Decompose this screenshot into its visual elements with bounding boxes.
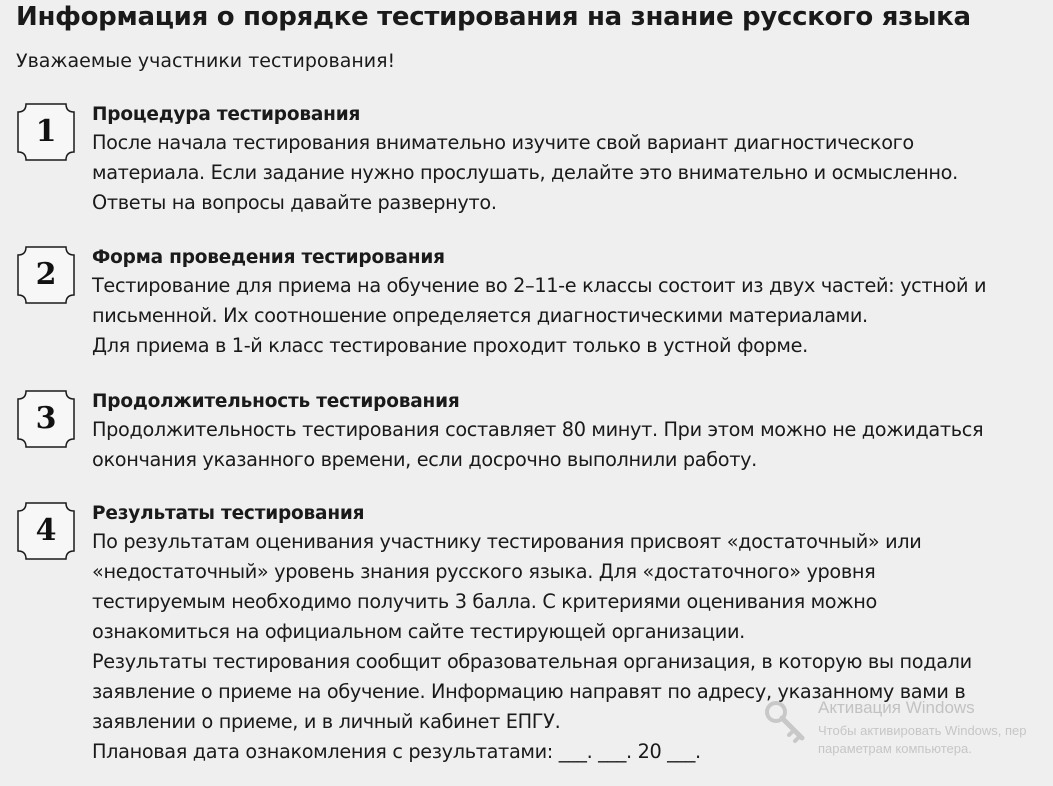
section-title: Процедура тестирования xyxy=(92,104,361,125)
section-text-line: После начала тестирования внимательно изучите свой вариант диагностического xyxy=(92,131,914,154)
section-text-line: окончания указанного времени, если досрочно выполнили работу. xyxy=(92,448,757,471)
section-number: 3 xyxy=(35,401,57,436)
section-text-line: письменной. Их соотношение определяется диагностическими материалами. xyxy=(92,304,868,327)
section-number: 1 xyxy=(35,114,57,149)
section-text-line: тестируемым необходимо получить 3 балла. С критериями оценивания можно xyxy=(92,590,877,613)
page-title: Информация о порядке тестирования на знание русского языка xyxy=(16,2,971,32)
section-text-line: «недостаточный» уровень знания русского языка. Для «достаточного» уровня xyxy=(92,560,876,583)
section-text-line: Ответы на вопросы давайте развернуто. xyxy=(92,191,497,214)
number-badge xyxy=(16,102,76,162)
section-text-line: заявлении о приеме, и в личный кабинет ЕПГУ. xyxy=(92,710,561,733)
section-title: Результаты тестирования xyxy=(92,503,365,524)
watermark-title: Активация Windows xyxy=(818,698,975,717)
section-text-line: Плановая дата ознакомления с результатами: ___. ___. 20 ___. xyxy=(92,740,701,763)
watermark-line: Чтобы активировать Windows, пер xyxy=(818,723,1027,738)
section-text-line: материала. Если задание нужно прослушать, делайте это внимательно и осмысленно. xyxy=(92,161,958,184)
section-number: 4 xyxy=(35,513,57,548)
section-text-line: заявление о приеме на обучение. Информацию направят по адресу, указанному вами в xyxy=(92,680,966,703)
section-text-line: Тестирование для приема на обучение во 2–11-е классы состоит из двух частей: устной и xyxy=(92,274,987,297)
greeting-text: Уважаемые участники тестирования! xyxy=(16,50,396,72)
number-badge xyxy=(16,501,76,561)
number-badge xyxy=(16,389,76,449)
section-text-line: ознакомиться на официальном сайте тестирующей организации. xyxy=(92,620,745,643)
number-badge xyxy=(16,245,76,305)
key-icon xyxy=(762,698,810,746)
section-text-line: Для приема в 1-й класс тестирование проходит только в устной форме. xyxy=(92,334,808,357)
windows-activation-watermark xyxy=(762,696,1053,766)
section-title: Продолжительность тестирования xyxy=(92,391,460,412)
section-text-line: Результаты тестирования сообщит образовательная организация, в которую вы подали xyxy=(92,650,972,673)
section-title: Форма проведения тестирования xyxy=(92,247,445,268)
watermark-line: параметрам компьютера. xyxy=(818,741,972,756)
section-number: 2 xyxy=(35,257,57,292)
section-text-line: Продолжительность тестирования составляет 80 минут. При этом можно не дожидаться xyxy=(92,418,984,441)
section-text-line: По результатам оценивания участнику тестирования присвоят «достаточный» или xyxy=(92,530,922,553)
